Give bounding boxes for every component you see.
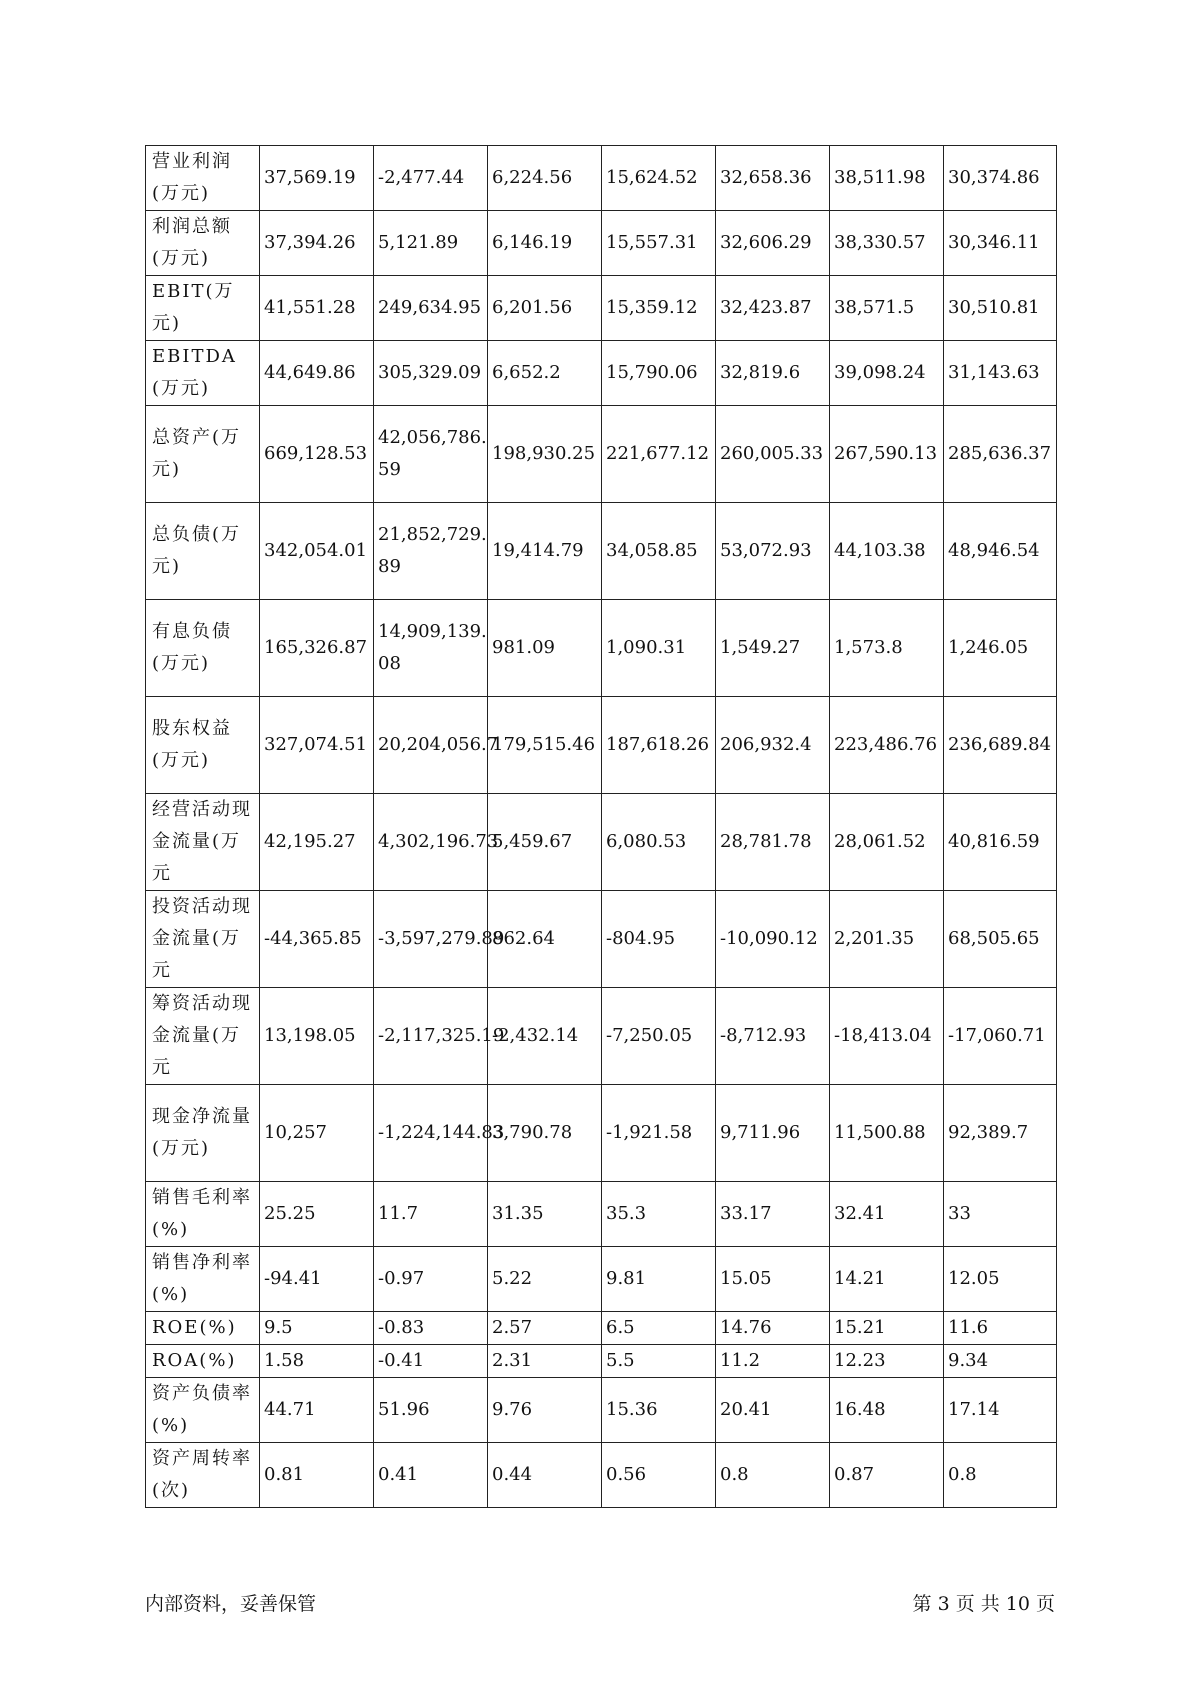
table-cell: 15.21: [830, 1312, 944, 1345]
table-cell: -0.41: [374, 1345, 488, 1378]
table-cell: 32.41: [830, 1182, 944, 1247]
table-cell: 0.8: [716, 1443, 830, 1508]
table-row: [146, 697, 1057, 794]
table-cell: 17.14: [944, 1378, 1057, 1443]
table-cell: 2.57: [488, 1312, 602, 1345]
table-cell: 38,330.57: [830, 211, 944, 276]
table-cell: 92,389.7: [944, 1085, 1057, 1182]
table-cell: -1,921.58: [602, 1085, 716, 1182]
table-cell: 15,557.31: [602, 211, 716, 276]
table-cell: 6,146.19: [488, 211, 602, 276]
table-row: [146, 794, 1057, 891]
table-cell: 41,551.28: [260, 276, 374, 341]
table-cell: 14.21: [830, 1247, 944, 1312]
table-row: [146, 600, 1057, 697]
table-cell: 33.17: [716, 1182, 830, 1247]
table-cell: 4,302,196.73: [374, 794, 488, 891]
table-cell: 9.76: [488, 1378, 602, 1443]
table-cell: 35.3: [602, 1182, 716, 1247]
table-cell: 165,326.87: [260, 600, 374, 697]
table-cell: 206,932.4: [716, 697, 830, 794]
table-cell: -804.95: [602, 891, 716, 988]
table-cell: 5,459.67: [488, 794, 602, 891]
table-cell: 1,549.27: [716, 600, 830, 697]
row-label: 营业利润(万元): [146, 146, 260, 211]
row-label: ROE(%): [146, 1312, 260, 1345]
table-cell: -2,117,325.19: [374, 988, 488, 1085]
table-cell: 9.5: [260, 1312, 374, 1345]
table-cell: -0.97: [374, 1247, 488, 1312]
table-cell: 44,103.38: [830, 503, 944, 600]
table-cell: -3,597,279.89: [374, 891, 488, 988]
table-cell: 44,649.86: [260, 341, 374, 406]
table-cell: 28,061.52: [830, 794, 944, 891]
table-cell: 11.2: [716, 1345, 830, 1378]
table-cell: 30,346.11: [944, 211, 1057, 276]
table-cell: 68,505.65: [944, 891, 1057, 988]
table-cell: 39,098.24: [830, 341, 944, 406]
table-cell: 31.35: [488, 1182, 602, 1247]
table-cell: 6,201.56: [488, 276, 602, 341]
row-label: 现金净流量(万元): [146, 1085, 260, 1182]
table-cell: 19,414.79: [488, 503, 602, 600]
table-row: [146, 1247, 1057, 1312]
table-cell: 3,790.78: [488, 1085, 602, 1182]
table-cell: 981.09: [488, 600, 602, 697]
table-cell: -94.41: [260, 1247, 374, 1312]
table-cell: 38,511.98: [830, 146, 944, 211]
table-row: [146, 1443, 1057, 1508]
table-cell: 0.56: [602, 1443, 716, 1508]
row-label: 资产负债率(%): [146, 1378, 260, 1443]
table-row: [146, 1085, 1057, 1182]
table-cell: 14,909,139.08: [374, 600, 488, 697]
table-cell: -8,712.93: [716, 988, 830, 1085]
table-cell: 48,946.54: [944, 503, 1057, 600]
table-cell: 6,652.2: [488, 341, 602, 406]
row-label: 资产周转率(次): [146, 1443, 260, 1508]
table-cell: 198,930.25: [488, 406, 602, 503]
table-row: [146, 1345, 1057, 1378]
row-label: 有息负债(万元): [146, 600, 260, 697]
table-cell: 6,080.53: [602, 794, 716, 891]
table-cell: 2.31: [488, 1345, 602, 1378]
table-cell: 223,486.76: [830, 697, 944, 794]
table-cell: 32,819.6: [716, 341, 830, 406]
table-cell: 21,852,729.89: [374, 503, 488, 600]
table-cell: 260,005.33: [716, 406, 830, 503]
table-cell: 236,689.84: [944, 697, 1057, 794]
table-cell: -2,432.14: [488, 988, 602, 1085]
table-cell: 1,246.05: [944, 600, 1057, 697]
table-cell: 31,143.63: [944, 341, 1057, 406]
table-cell: 13,198.05: [260, 988, 374, 1085]
table-cell: 1.58: [260, 1345, 374, 1378]
table-row: [146, 146, 1057, 211]
table-cell: 37,394.26: [260, 211, 374, 276]
table-cell: 862.64: [488, 891, 602, 988]
table-cell: 267,590.13: [830, 406, 944, 503]
table-cell: 25.25: [260, 1182, 374, 1247]
table-cell: 44.71: [260, 1378, 374, 1443]
table-cell: 12.23: [830, 1345, 944, 1378]
table-cell: -44,365.85: [260, 891, 374, 988]
table-cell: 342,054.01: [260, 503, 374, 600]
table-row: [146, 1312, 1057, 1345]
table-cell: 32,423.87: [716, 276, 830, 341]
table-cell: 15.36: [602, 1378, 716, 1443]
table-cell: -0.83: [374, 1312, 488, 1345]
table-cell: 6.5: [602, 1312, 716, 1345]
table-cell: 221,677.12: [602, 406, 716, 503]
table-cell: 37,569.19: [260, 146, 374, 211]
table-cell: 11,500.88: [830, 1085, 944, 1182]
table-cell: 15,359.12: [602, 276, 716, 341]
table-cell: -2,477.44: [374, 146, 488, 211]
table-cell: 1,573.8: [830, 600, 944, 697]
table-cell: 5.5: [602, 1345, 716, 1378]
table-row: [146, 406, 1057, 503]
table-row: [146, 341, 1057, 406]
table-cell: 187,618.26: [602, 697, 716, 794]
table-cell: 20.41: [716, 1378, 830, 1443]
table-cell: 0.81: [260, 1443, 374, 1508]
table-cell: 0.44: [488, 1443, 602, 1508]
table-cell: -1,224,144.83: [374, 1085, 488, 1182]
table-row: [146, 988, 1057, 1085]
table-cell: 38,571.5: [830, 276, 944, 341]
table-cell: 33: [944, 1182, 1057, 1247]
row-label: 筹资活动现金流量(万元: [146, 988, 260, 1085]
table-cell: 0.8: [944, 1443, 1057, 1508]
row-label: 销售净利率(%): [146, 1247, 260, 1312]
table-cell: 34,058.85: [602, 503, 716, 600]
row-label: 投资活动现金流量(万元: [146, 891, 260, 988]
table-cell: 32,658.36: [716, 146, 830, 211]
row-label: 总资产(万元): [146, 406, 260, 503]
table-cell: 15,624.52: [602, 146, 716, 211]
table-cell: 30,374.86: [944, 146, 1057, 211]
table-cell: 11.6: [944, 1312, 1057, 1345]
table-row: [146, 276, 1057, 341]
table-cell: 40,816.59: [944, 794, 1057, 891]
table-cell: -18,413.04: [830, 988, 944, 1085]
table-cell: 9.34: [944, 1345, 1057, 1378]
row-label: 利润总额(万元): [146, 211, 260, 276]
table-cell: 30,510.81: [944, 276, 1057, 341]
table-cell: 15,790.06: [602, 341, 716, 406]
table-cell: -17,060.71: [944, 988, 1057, 1085]
table-cell: 5,121.89: [374, 211, 488, 276]
table-cell: 15.05: [716, 1247, 830, 1312]
table-cell: 9,711.96: [716, 1085, 830, 1182]
table-cell: 0.87: [830, 1443, 944, 1508]
table-cell: 20,204,056.7: [374, 697, 488, 794]
row-label: ROA(%): [146, 1345, 260, 1378]
table-cell: 42,056,786.59: [374, 406, 488, 503]
row-label: 总负债(万元): [146, 503, 260, 600]
table-cell: 32,606.29: [716, 211, 830, 276]
table-cell: 669,128.53: [260, 406, 374, 503]
table-row: [146, 1182, 1057, 1247]
table-cell: 28,781.78: [716, 794, 830, 891]
table-cell: 1,090.31: [602, 600, 716, 697]
table-cell: 0.41: [374, 1443, 488, 1508]
row-label: EBITDA(万元): [146, 341, 260, 406]
table-row: [146, 211, 1057, 276]
table-cell: 12.05: [944, 1247, 1057, 1312]
table-cell: 51.96: [374, 1378, 488, 1443]
footer-page-number: 第 3 页 共 10 页: [912, 1593, 1055, 1615]
table-cell: 179,515.46: [488, 697, 602, 794]
table-row: [146, 1378, 1057, 1443]
table-row: [146, 503, 1057, 600]
row-label: 经营活动现金流量(万元: [146, 794, 260, 891]
table-cell: 53,072.93: [716, 503, 830, 600]
table-cell: -10,090.12: [716, 891, 830, 988]
table-cell: 11.7: [374, 1182, 488, 1247]
table-cell: 6,224.56: [488, 146, 602, 211]
row-label: 股东权益(万元): [146, 697, 260, 794]
row-label: 销售毛利率(%): [146, 1182, 260, 1247]
table-cell: 42,195.27: [260, 794, 374, 891]
table-cell: 10,257: [260, 1085, 374, 1182]
table-cell: 14.76: [716, 1312, 830, 1345]
table-cell: 9.81: [602, 1247, 716, 1312]
table-cell: -7,250.05: [602, 988, 716, 1085]
footer-confidential-note: 内部资料，妥善保管: [145, 1593, 317, 1615]
table-cell: 305,329.09: [374, 341, 488, 406]
table-row: [146, 891, 1057, 988]
table-cell: 285,636.37: [944, 406, 1057, 503]
row-label: EBIT(万元): [146, 276, 260, 341]
table-body: [146, 146, 1057, 1508]
table-cell: 5.22: [488, 1247, 602, 1312]
table-cell: 327,074.51: [260, 697, 374, 794]
financial-table: [145, 145, 1057, 1508]
table-cell: 2,201.35: [830, 891, 944, 988]
table-cell: 249,634.95: [374, 276, 488, 341]
table-cell: 16.48: [830, 1378, 944, 1443]
